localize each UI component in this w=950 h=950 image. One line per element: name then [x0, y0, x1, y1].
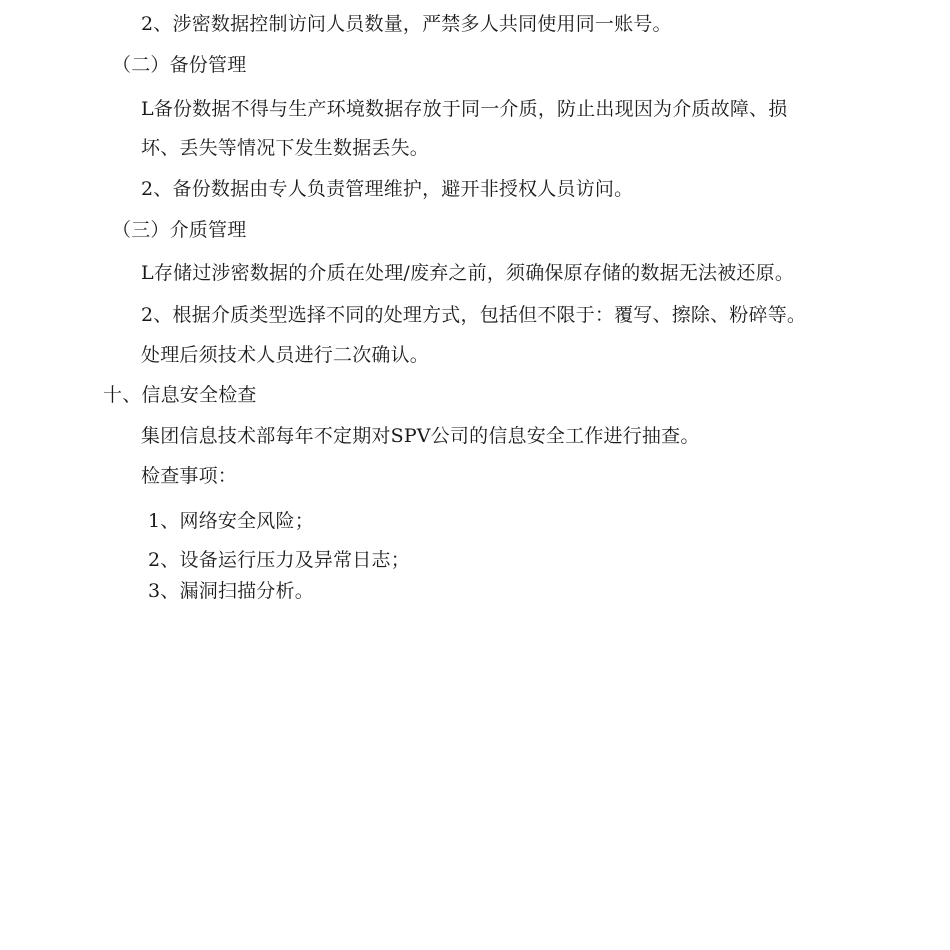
chapter-heading: 十、信息安全检查: [103, 384, 257, 406]
paragraph-line: 2、根据介质类型选择不同的处理方式，包括但不限于：覆写、擦除、粉碎等。: [141, 304, 807, 326]
list-item: 1、网络安全风险；: [148, 510, 314, 532]
paragraph-line: 检查事项：: [141, 465, 238, 487]
paragraph-line: L备份数据不得与生产环境数据存放于同一介质，防止出现因为介质故障、损: [141, 98, 788, 120]
paragraph-line: 处理后须技术人员进行二次确认。: [141, 344, 430, 366]
paragraph-line: 2、涉密数据控制访问人员数量，严禁多人共同使用同一账号。: [141, 13, 672, 35]
list-item: 3、漏洞扫描分析。: [148, 580, 314, 602]
paragraph-line: 集团信息技术部每年不定期对SPV公司的信息安全工作进行抽查。: [141, 425, 700, 447]
paragraph-line: L存储过涉密数据的介质在处理/废弃之前，须确保原存储的数据无法被还原。: [141, 262, 795, 284]
section-heading: （三）介质管理: [112, 219, 247, 241]
paragraph-line: 2、备份数据由专人负责管理维护，避开非授权人员访问。: [141, 178, 634, 200]
list-item: 2、设备运行压力及异常日志；: [148, 549, 410, 571]
paragraph-line: 坏、丢失等情况下发生数据丢失。: [141, 137, 430, 159]
section-heading: （二）备份管理: [112, 54, 247, 76]
